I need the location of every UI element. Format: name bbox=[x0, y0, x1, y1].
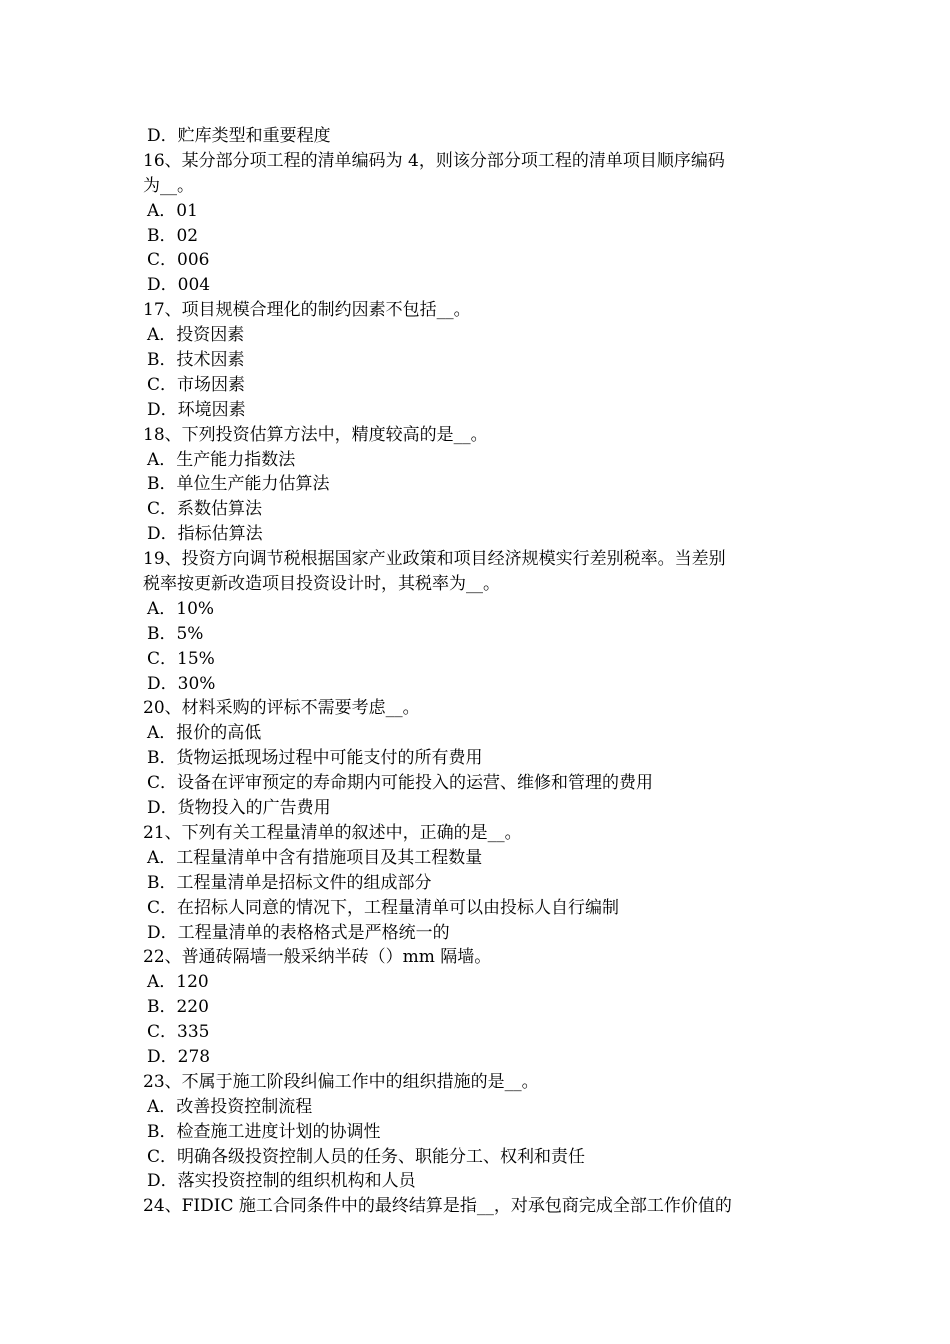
answer-option: C．明确各级投资控制人员的任务、职能分工、权利和责任 bbox=[147, 1146, 586, 1167]
answer-option: D．004 bbox=[147, 275, 211, 296]
question-text: 为__。 bbox=[143, 175, 194, 196]
answer-option: C．系数估算法 bbox=[147, 499, 263, 520]
answer-option: A．生产能力指数法 bbox=[147, 449, 296, 470]
answer-option: D．指标估算法 bbox=[147, 524, 263, 545]
answer-option: B．工程量清单是招标文件的组成部分 bbox=[147, 872, 432, 893]
question-text: 19、投资方向调节税根据国家产业政策和项目经济规模实行差别税率。当差别 bbox=[143, 549, 726, 570]
question-text: 21、下列有关工程量清单的叙述中，正确的是__。 bbox=[143, 822, 522, 843]
question-text: 17、项目规模合理化的制约因素不包括__。 bbox=[143, 300, 471, 321]
answer-option: C．在招标人同意的情况下，工程量清单可以由投标人自行编制 bbox=[147, 897, 620, 918]
answer-option: D．278 bbox=[147, 1046, 211, 1067]
answer-option: D．30% bbox=[147, 673, 216, 694]
answer-option: A．120 bbox=[147, 972, 209, 993]
answer-option: A．报价的高低 bbox=[147, 723, 262, 744]
answer-option: D．落实投资控制的组织机构和人员 bbox=[147, 1171, 416, 1192]
answer-option: A．投资因素 bbox=[147, 325, 245, 346]
answer-option: D．工程量清单的表格格式是严格统一的 bbox=[147, 922, 450, 943]
question-text: 23、不属于施工阶段纠偏工作中的组织措施的是__。 bbox=[143, 1071, 539, 1092]
answer-option: C．设备在评审预定的寿命期内可能投入的运营、维修和管理的费用 bbox=[147, 773, 654, 794]
answer-option: D．货物投入的广告费用 bbox=[147, 798, 331, 819]
answer-option: B．5% bbox=[147, 623, 204, 644]
answer-option: A．改善投资控制流程 bbox=[147, 1096, 313, 1117]
answer-option: B．货物运抵现场过程中可能支付的所有费用 bbox=[147, 748, 483, 769]
document-page bbox=[143, 124, 815, 1219]
question-text: 22、普通砖隔墙一般采纳半砖（）mm 隔墙。 bbox=[143, 947, 492, 968]
answer-option: C．335 bbox=[147, 1022, 210, 1043]
question-text: 16、某分部分项工程的清单编码为 4，则该分部分项工程的清单项目顺序编码 bbox=[143, 150, 725, 171]
question-text: 24、FIDIC 施工合同条件中的最终结算是指__，对承包商完成全部工作价值的 bbox=[143, 1196, 732, 1217]
answer-option: B．单位生产能力估算法 bbox=[147, 474, 330, 495]
question-text: 税率按更新改造项目投资设计时，其税率为__。 bbox=[143, 574, 500, 595]
answer-option: B．220 bbox=[147, 997, 209, 1018]
answer-option: A．01 bbox=[147, 200, 198, 221]
question-text: 20、材料采购的评标不需要考虑__。 bbox=[143, 698, 420, 719]
answer-option: B．检查施工进度计划的协调性 bbox=[147, 1121, 381, 1142]
answer-option: A．工程量清单中含有措施项目及其工程数量 bbox=[147, 847, 483, 868]
answer-option: D．贮库类型和重要程度 bbox=[147, 126, 331, 146]
question-text: 18、下列投资估算方法中，精度较高的是__。 bbox=[143, 424, 488, 445]
answer-option: D．环境因素 bbox=[147, 399, 246, 420]
answer-option: C．006 bbox=[147, 250, 210, 271]
answer-option: C．15% bbox=[147, 648, 215, 669]
answer-option: A．10% bbox=[147, 598, 215, 619]
answer-option: B．02 bbox=[147, 225, 199, 246]
answer-option: C．市场因素 bbox=[147, 374, 246, 395]
answer-option: B．技术因素 bbox=[147, 350, 245, 371]
